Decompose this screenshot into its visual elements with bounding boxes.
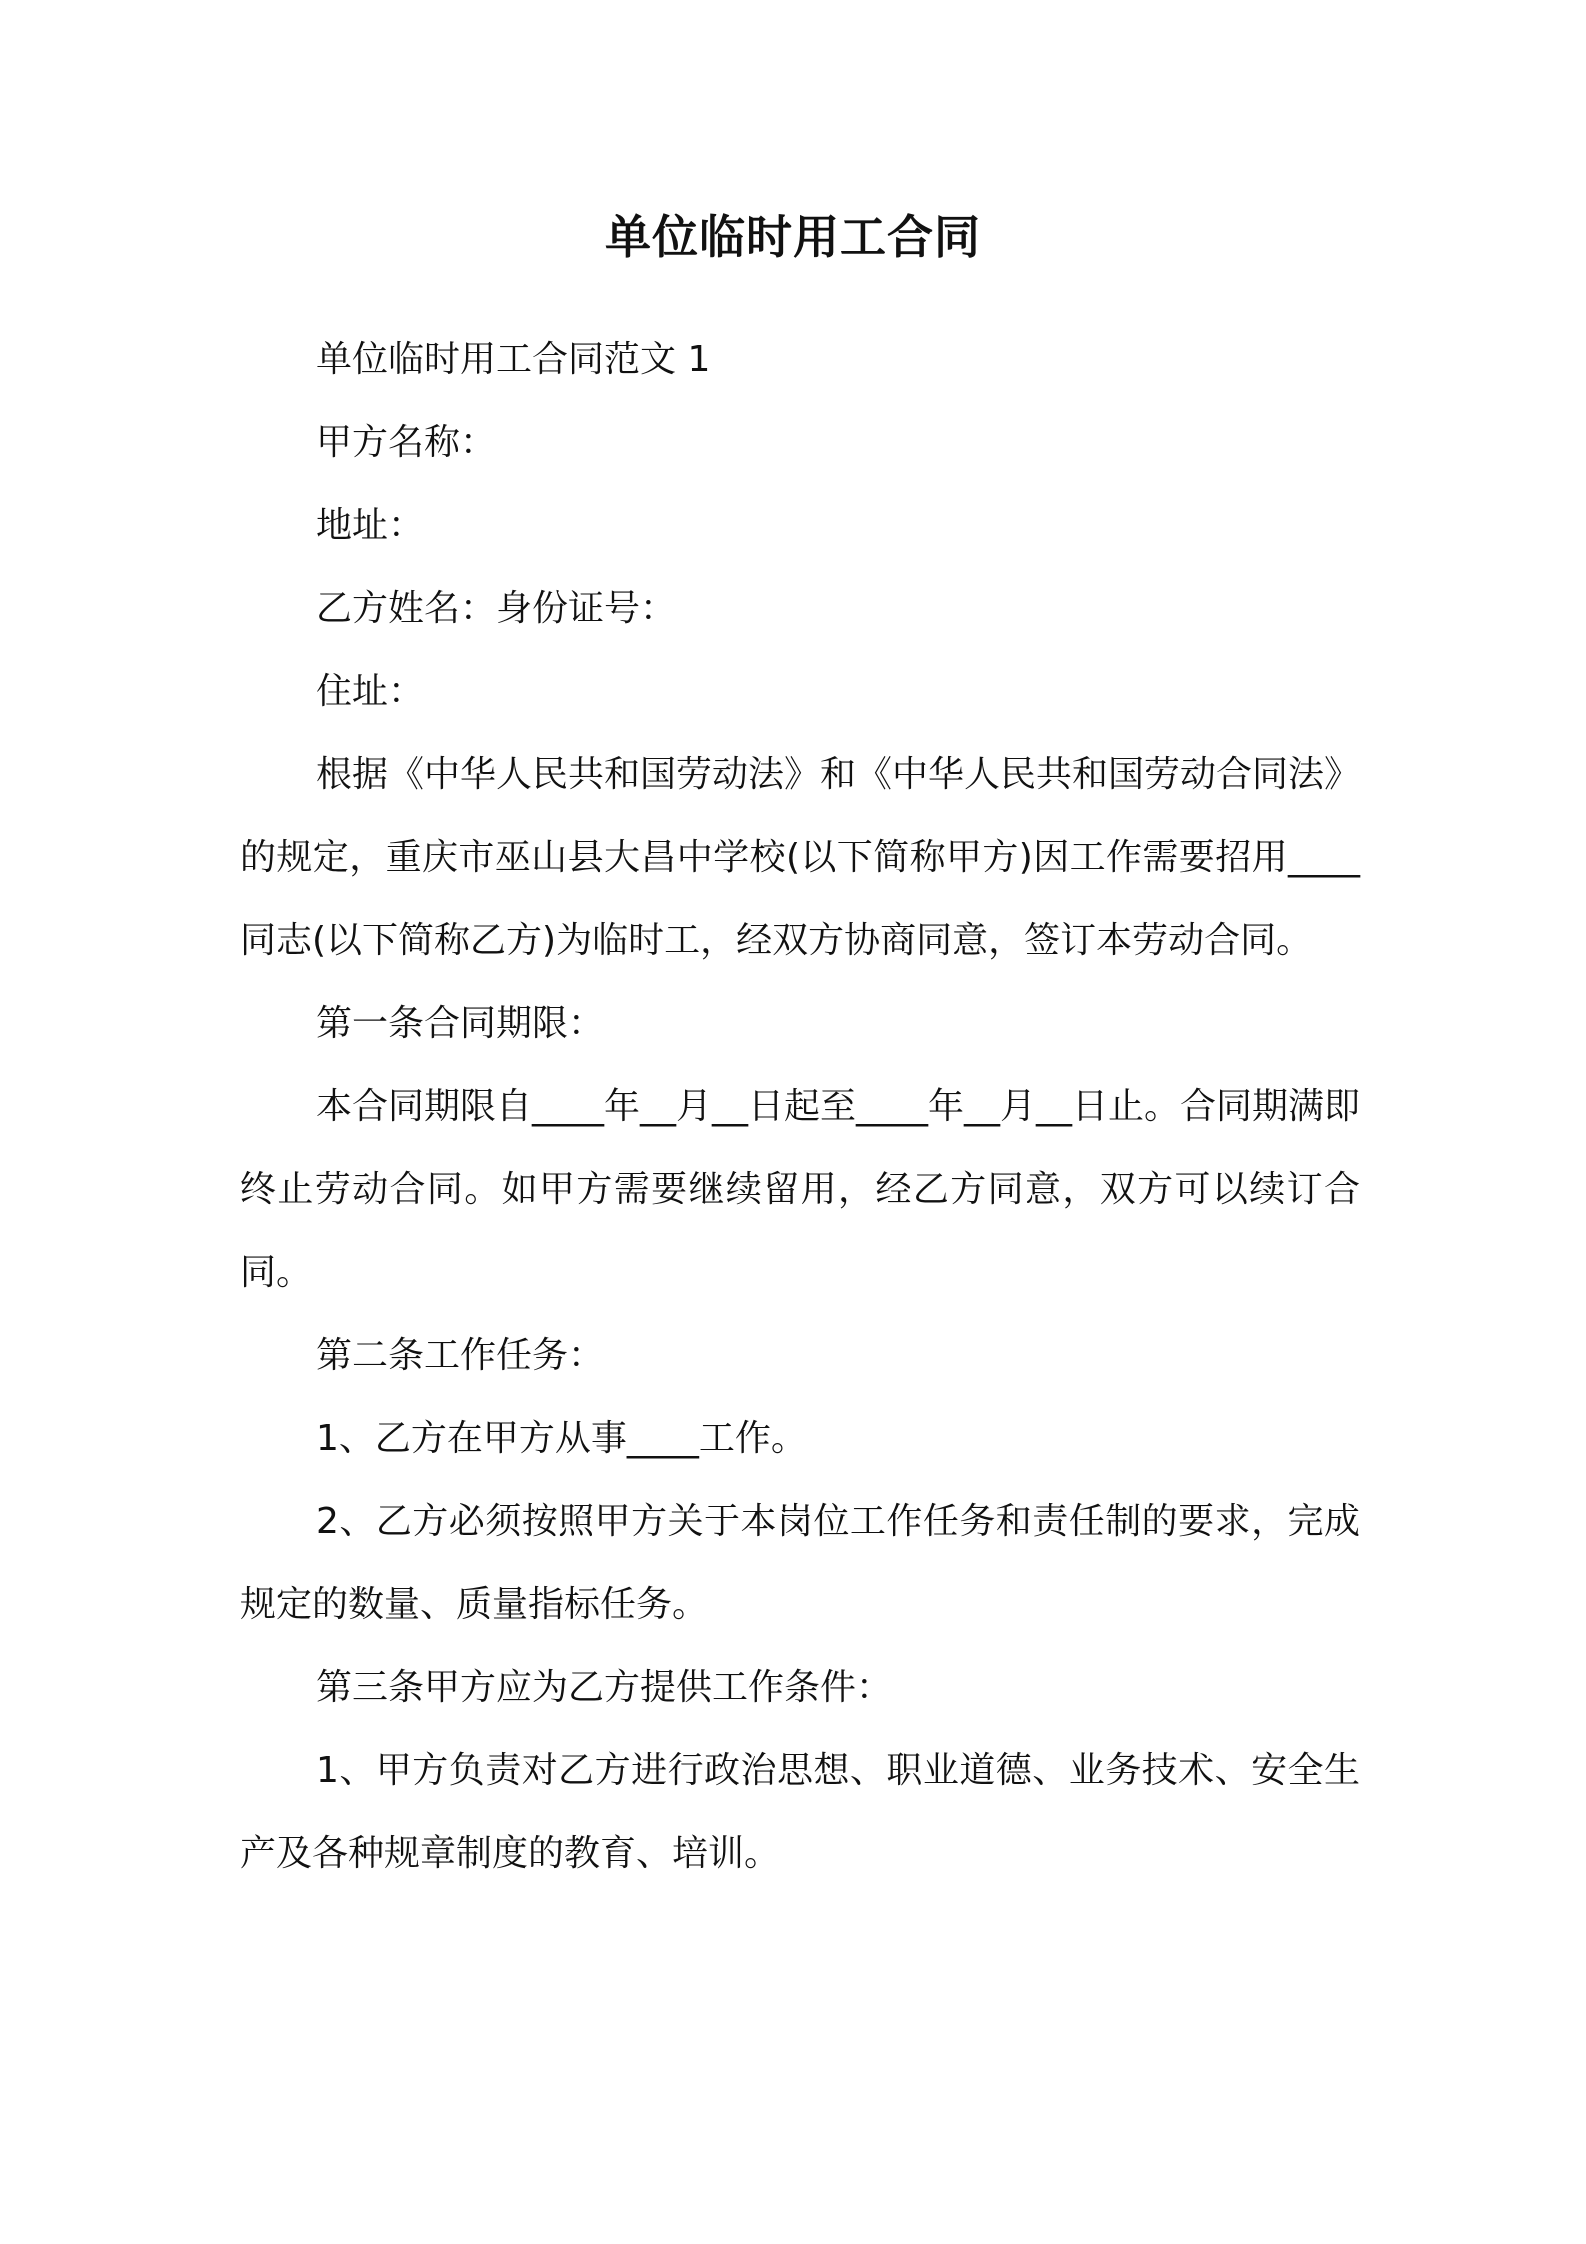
article-3-heading: 第三条甲方应为乙方提供工作条件： bbox=[316, 1667, 893, 1708]
article-1-text: 本合同期限自____年__月__日起至____年__月__日止。合同期满即终止劳动合同。如甲方需要继续留用，经乙方同意，双方可以续订合同。 bbox=[240, 1086, 1361, 1293]
article-2-item-1: 1、乙方在甲方从事____工作。 bbox=[316, 1418, 807, 1459]
article-3-item-1: 1、甲方负责对乙方进行政治思想、职业道德、业务技术、安全生产及各种规章制度的教育、培训。 bbox=[240, 1750, 1360, 1874]
paragraph-party-b-name-id: 乙方姓名：身份证号： bbox=[316, 588, 677, 629]
document-body bbox=[240, 318, 1360, 1895]
paragraph-sample-heading: 单位临时用工合同范文 1 bbox=[316, 339, 711, 380]
article-1-heading: 第一条合同期限： bbox=[316, 1003, 605, 1044]
paragraph-party-b-residence: 住址： bbox=[316, 671, 425, 712]
document-title: 单位临时用工合同 bbox=[605, 210, 981, 264]
paragraph-party-a-address: 地址： bbox=[316, 505, 425, 546]
article-2-heading: 第二条工作任务： bbox=[316, 1335, 605, 1376]
paragraph-party-a-name: 甲方名称： bbox=[316, 422, 497, 463]
article-2-item-2: 2、乙方必须按照甲方关于本岗位工作任务和责任制的要求，完成规定的数量、质量指标任务。 bbox=[240, 1501, 1360, 1625]
paragraph-preamble: 根据《中华人民共和国劳动法》和《中华人民共和国劳动合同法》的规定，重庆市巫山县大昌中学校(以下简称甲方)因工作需要招用____同志(以下简称乙方)为临时工，经双方协商同意，签订本劳动合同。 bbox=[240, 754, 1361, 961]
